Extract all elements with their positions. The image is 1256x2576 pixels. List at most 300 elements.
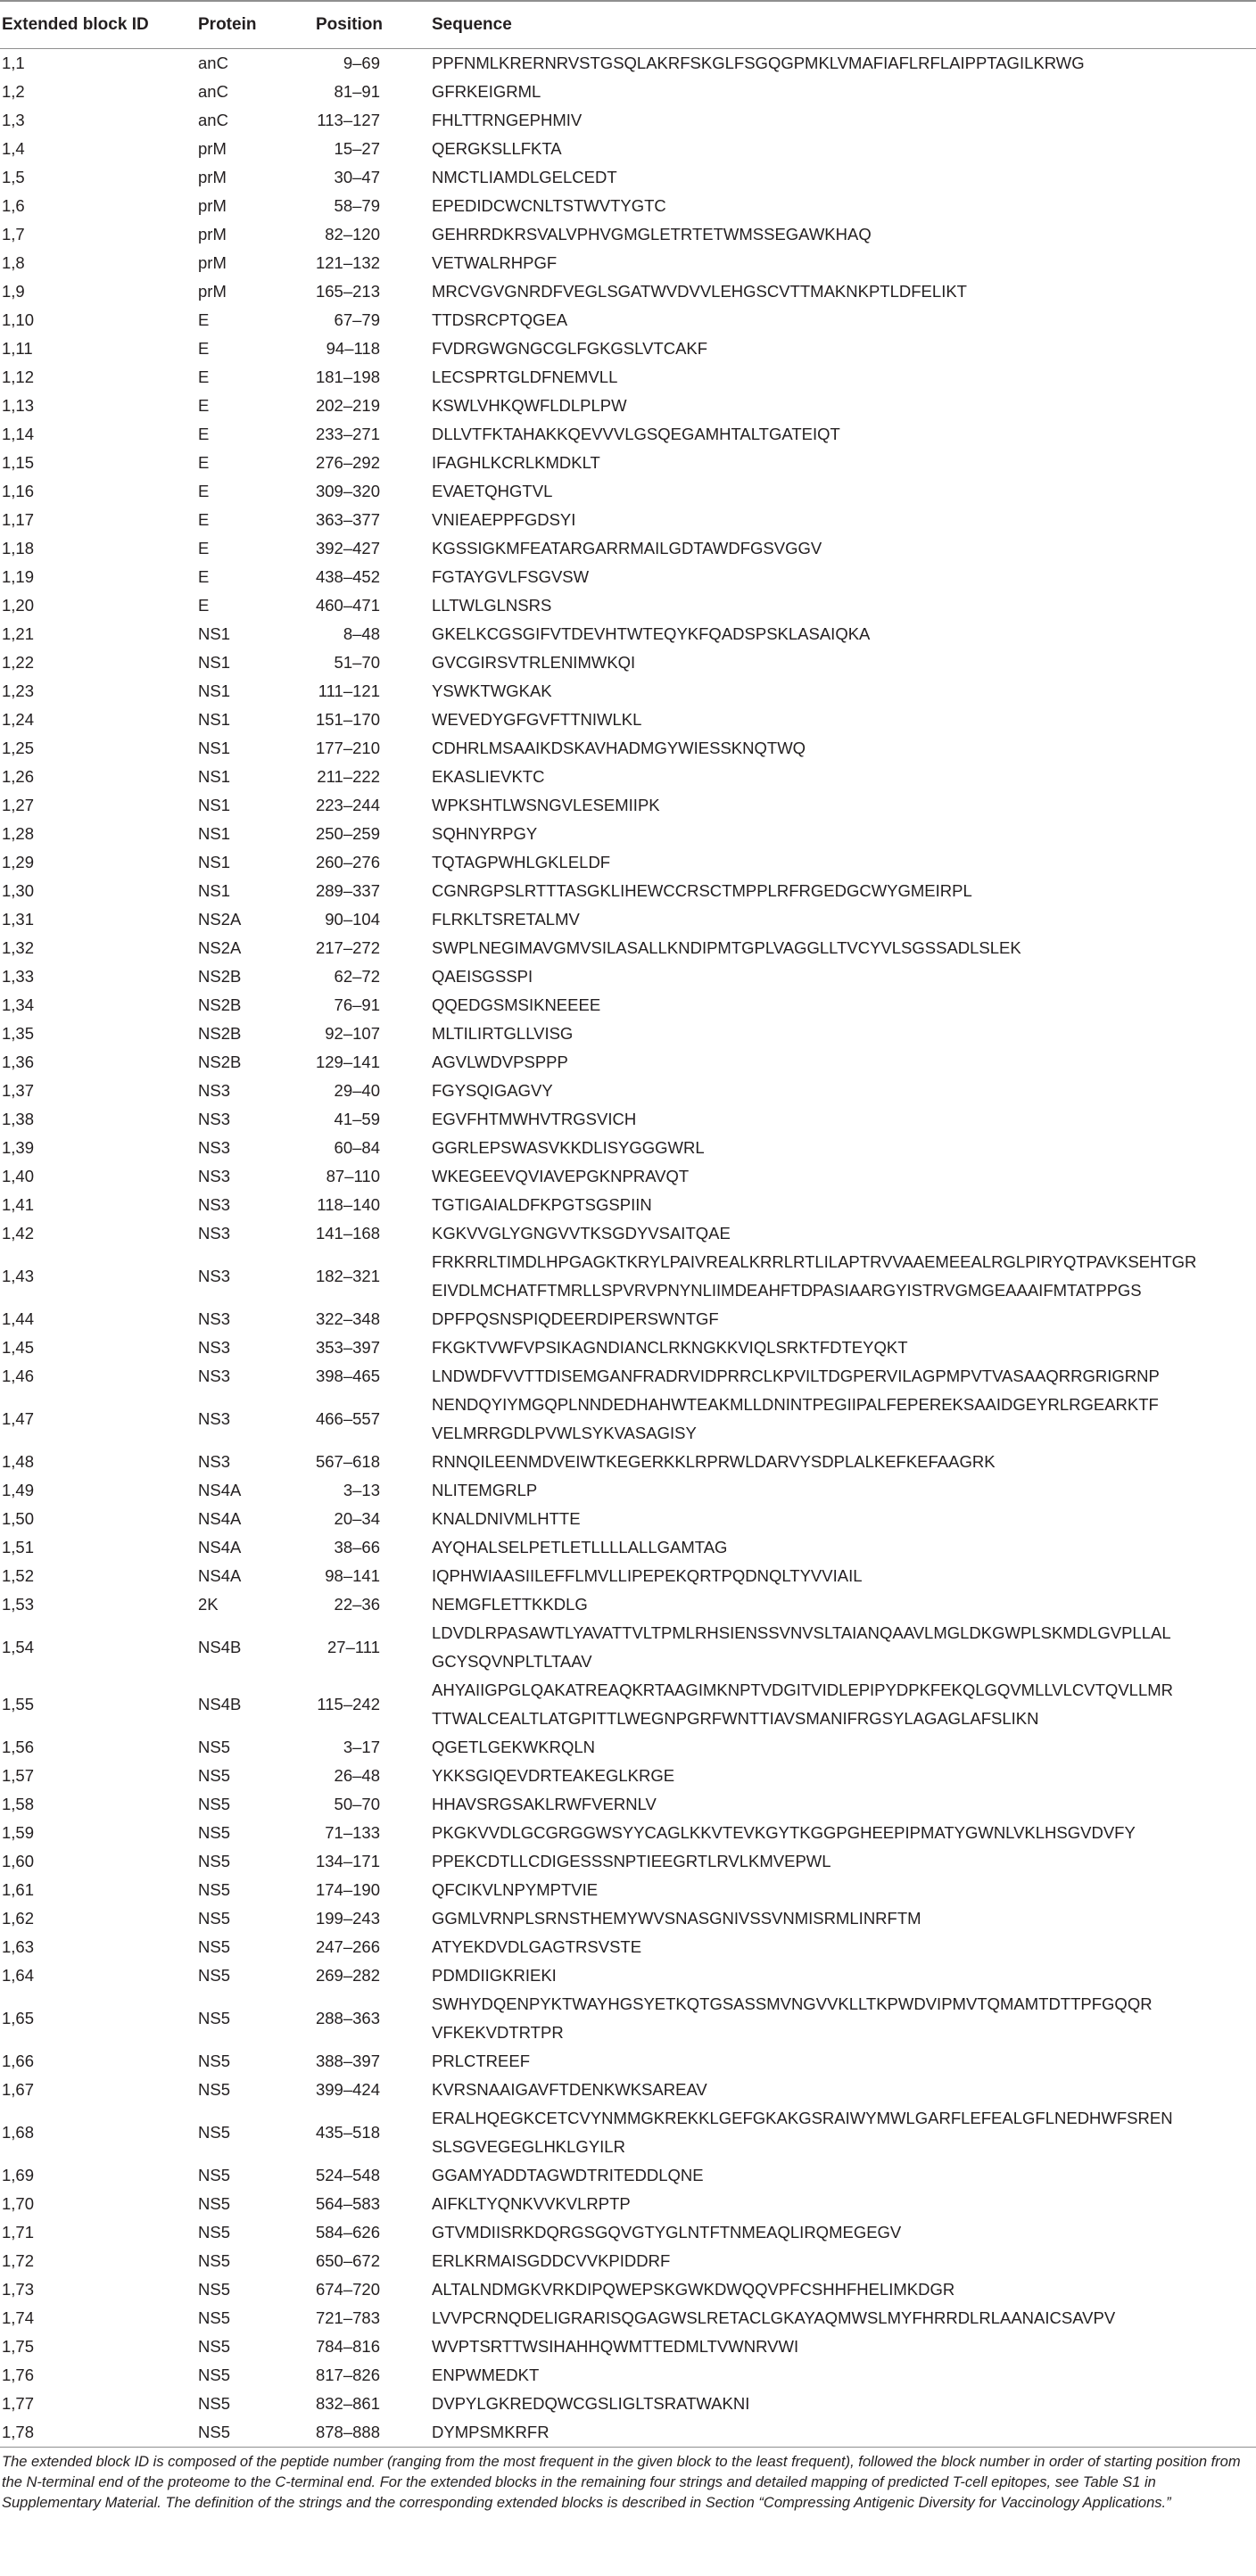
cell-protein: NS5 bbox=[198, 2394, 230, 2413]
table-row bbox=[0, 1048, 1256, 1077]
table-row bbox=[0, 1961, 1256, 1990]
cell-sequence: FVDRGWGNGCGLFGKGSLVTCAKF bbox=[432, 339, 708, 358]
cell-position: 129–141 bbox=[315, 1053, 380, 1071]
table-row bbox=[0, 1219, 1256, 1248]
cell-position: 181–198 bbox=[315, 367, 380, 386]
header-protein: Protein bbox=[198, 1, 296, 49]
table-row bbox=[0, 2104, 1256, 2161]
cell-block-id: 1,27 bbox=[2, 796, 35, 814]
cell-protein: NS3 bbox=[198, 1338, 230, 1357]
table-header-row bbox=[0, 1, 1256, 49]
table-row bbox=[0, 534, 1256, 563]
cell-protein: NS4B bbox=[198, 1638, 242, 1656]
cell-block-id: 1,6 bbox=[2, 196, 25, 215]
cell-sequence: QAEISGSSPI bbox=[432, 967, 533, 986]
table-row bbox=[0, 563, 1256, 591]
cell-position: 524–548 bbox=[315, 2166, 380, 2184]
cell-protein: NS5 bbox=[198, 1766, 230, 1785]
table-row bbox=[0, 1020, 1256, 1048]
cell-position: 269–282 bbox=[315, 1966, 380, 1985]
table-body bbox=[0, 49, 1256, 2448]
cell-block-id: 1,3 bbox=[2, 111, 25, 129]
cell-sequence: EVAETQHGTVL bbox=[432, 482, 553, 500]
cell-position: 118–140 bbox=[317, 1195, 380, 1214]
cell-protein: prM bbox=[198, 282, 227, 301]
table-row bbox=[0, 2418, 1256, 2448]
table-row bbox=[0, 1448, 1256, 1476]
cell-block-id: 1,12 bbox=[2, 367, 35, 386]
cell-protein: NS5 bbox=[198, 1880, 230, 1899]
table-row bbox=[0, 163, 1256, 192]
cell-protein: E bbox=[198, 596, 210, 615]
cell-protein: NS5 bbox=[198, 1852, 230, 1870]
cell-position: 276–292 bbox=[315, 453, 380, 472]
cell-protein: prM bbox=[198, 225, 227, 244]
cell-block-id: 1,57 bbox=[2, 1766, 35, 1785]
cell-block-id: 1,65 bbox=[2, 2009, 35, 2027]
cell-position: 27–111 bbox=[327, 1638, 380, 1656]
table-row bbox=[0, 2218, 1256, 2247]
cell-position: 250–259 bbox=[315, 824, 380, 843]
cell-protein: NS5 bbox=[198, 2251, 230, 2270]
cell-protein: NS3 bbox=[198, 1081, 230, 1100]
cell-position: 211–222 bbox=[317, 767, 380, 786]
cell-sequence: ERLKRMAISGDDCVVKPIDDRF bbox=[432, 2251, 671, 2270]
cell-sequence: FGYSQIGAGVY bbox=[432, 1081, 553, 1100]
cell-block-id: 1,53 bbox=[2, 1595, 35, 1614]
cell-block-id: 1,39 bbox=[2, 1138, 35, 1157]
cell-block-id: 1,45 bbox=[2, 1338, 35, 1357]
cell-sequence: TQTAGPWHLGKLELDF bbox=[432, 853, 611, 871]
table-row bbox=[0, 2332, 1256, 2361]
cell-position: 51–70 bbox=[334, 653, 380, 672]
table-row bbox=[0, 1590, 1256, 1619]
cell-block-id: 1,64 bbox=[2, 1966, 35, 1985]
cell-protein: anC bbox=[198, 54, 228, 72]
table-row bbox=[0, 1562, 1256, 1590]
cell-block-id: 1,47 bbox=[2, 1409, 35, 1428]
cell-position: 199–243 bbox=[315, 1909, 380, 1928]
cell-protein: NS1 bbox=[198, 681, 230, 700]
cell-sequence: DLLVTFKTAHAKKQEVVVLGSQEGAMHTALTGATEIQT bbox=[432, 425, 840, 443]
table-row bbox=[0, 2047, 1256, 2076]
cell-position: 115–242 bbox=[317, 1695, 380, 1713]
table-row bbox=[0, 1476, 1256, 1505]
cell-position: 134–171 bbox=[315, 1852, 380, 1870]
cell-position: 247–266 bbox=[315, 1937, 380, 1956]
cell-position: 399–424 bbox=[315, 2080, 380, 2099]
cell-position: 460–471 bbox=[315, 596, 380, 615]
cell-block-id: 1,32 bbox=[2, 938, 35, 957]
cell-position: 466–557 bbox=[315, 1409, 380, 1428]
cell-sequence: AIFKLTYQNKVVKVLRPTP bbox=[432, 2194, 631, 2213]
cell-position: 58–79 bbox=[334, 196, 380, 215]
cell-sequence: FGTAYGVLFSGVSW bbox=[432, 567, 590, 586]
cell-sequence: FKGKTVWFVPSIKAGNDIANCLRKNGKKVIQLSRKTFDTEYQKT bbox=[432, 1338, 908, 1357]
cell-position: 113–127 bbox=[317, 111, 380, 129]
cell-protein: NS3 bbox=[198, 1452, 230, 1471]
cell-position: 177–210 bbox=[315, 739, 380, 757]
table-row bbox=[0, 1790, 1256, 1819]
cell-block-id: 1,23 bbox=[2, 681, 35, 700]
cell-position: 60–84 bbox=[334, 1138, 380, 1157]
cell-block-id: 1,20 bbox=[2, 596, 35, 615]
cell-sequence: PKGKVVDLGCGRGGWSYYCAGLKKVTEVKGYTKGGPGHEEPIPMATYGWNLVKLHSGVDVFY bbox=[432, 1823, 1136, 1842]
cell-block-id: 1,10 bbox=[2, 310, 35, 329]
table-row bbox=[0, 962, 1256, 991]
cell-position: 92–107 bbox=[325, 1024, 380, 1043]
cell-block-id: 1,75 bbox=[2, 2337, 35, 2356]
table-row bbox=[0, 1762, 1256, 1790]
cell-sequence: IFAGHLKCRLKMDKLT bbox=[432, 453, 600, 472]
table-row bbox=[0, 2361, 1256, 2390]
cell-position: 260–276 bbox=[315, 853, 380, 871]
cell-block-id: 1,54 bbox=[2, 1638, 35, 1656]
cell-protein: NS5 bbox=[198, 2223, 230, 2242]
cell-sequence: SQHNYRPGY bbox=[432, 824, 538, 843]
cell-position: 233–271 bbox=[315, 425, 380, 443]
cell-protein: E bbox=[198, 567, 210, 586]
cell-protein: NS5 bbox=[198, 2418, 296, 2448]
cell-block-id: 1,44 bbox=[2, 1309, 35, 1328]
cell-sequence: PRLCTREEF bbox=[432, 2052, 530, 2070]
cell-sequence: FHLTTRNGEPHMIV bbox=[432, 111, 583, 129]
cell-sequence: GEHRRDKRSVALVPHVGMGLETRTETWMSSEGAWKHAQ bbox=[432, 225, 872, 244]
cell-position: 289–337 bbox=[315, 881, 380, 900]
cell-position: 435–518 bbox=[315, 2123, 380, 2142]
cell-sequence: DVPYLGKREDQWCGSLIGLTSRATWAKNI bbox=[432, 2394, 750, 2413]
cell-position: 15–27 bbox=[334, 139, 380, 158]
cell-block-id: 1,26 bbox=[2, 767, 35, 786]
table-row bbox=[0, 934, 1256, 962]
cell-protein: NS3 bbox=[198, 1366, 230, 1385]
table-row bbox=[0, 1733, 1256, 1762]
cell-block-id: 1,1 bbox=[2, 54, 25, 72]
table-row bbox=[0, 877, 1256, 905]
cell-protein: NS1 bbox=[198, 710, 230, 729]
cell-block-id: 1,36 bbox=[2, 1053, 35, 1071]
cell-position: 41–59 bbox=[334, 1110, 380, 1128]
cell-block-id: 1,7 bbox=[2, 225, 25, 244]
cell-position: 94–118 bbox=[326, 339, 380, 358]
cell-sequence: PPFNMLKRERNRVSTGSQLAKRFSKGLFSGQGPMKLVMAFIAFLRFLAIPPTAGILKRWG bbox=[432, 54, 1085, 72]
cell-protein: NS5 bbox=[198, 1738, 230, 1756]
cell-block-id: 1,41 bbox=[2, 1195, 35, 1214]
table-row bbox=[0, 763, 1256, 791]
cell-protein: E bbox=[198, 510, 210, 529]
cell-block-id: 1,72 bbox=[2, 2251, 35, 2270]
cell-protein: E bbox=[198, 539, 210, 557]
cell-block-id: 1,18 bbox=[2, 539, 35, 557]
cell-protein: NS2B bbox=[198, 1024, 242, 1043]
table-row bbox=[0, 1819, 1256, 1847]
cell-sequence: TGTIGAIALDFKPGTSGSPIIN bbox=[432, 1195, 652, 1214]
table-row bbox=[0, 1876, 1256, 1904]
table-row bbox=[0, 249, 1256, 277]
cell-sequence: GGAMYADDTAGWDTRITEDDLQNE bbox=[432, 2166, 704, 2184]
table-row bbox=[0, 591, 1256, 620]
cell-position: 784–816 bbox=[315, 2337, 380, 2356]
cell-block-id: 1,73 bbox=[2, 2280, 35, 2299]
cell-block-id: 1,70 bbox=[2, 2194, 35, 2213]
cell-block-id: 1,37 bbox=[2, 1081, 35, 1100]
cell-sequence: GKELKCGSGIFVTDEVHTWTEQYKFQADSPSKLASAIQKA bbox=[432, 624, 871, 643]
table-row bbox=[0, 2161, 1256, 2190]
table-row bbox=[0, 135, 1256, 163]
table-row bbox=[0, 734, 1256, 763]
cell-protein: NS2B bbox=[198, 1053, 242, 1071]
cell-sequence: EKASLIEVKTC bbox=[432, 767, 545, 786]
cell-protein: NS3 bbox=[198, 1409, 230, 1428]
cell-protein: NS3 bbox=[198, 1138, 230, 1157]
table-row bbox=[0, 192, 1256, 220]
cell-sequence: GFRKEIGRML bbox=[432, 82, 541, 101]
cell-block-id: 1,78 bbox=[0, 2418, 198, 2448]
cell-protein: prM bbox=[198, 139, 227, 158]
cell-block-id: 1,19 bbox=[2, 567, 35, 586]
cell-sequence: ERALHQEGKCETCVYNMMGKREKKLGEFGKAKGSRAIWYMWLGARFLEFEALGFLNEDHWFSREN SLSGVEGEGLHKLGYILR bbox=[432, 2109, 1173, 2156]
cell-sequence: QGETLGEKWKRQLN bbox=[432, 1738, 595, 1756]
table-row bbox=[0, 2304, 1256, 2332]
cell-position: 674–720 bbox=[315, 2280, 380, 2299]
table-row bbox=[0, 648, 1256, 677]
cell-position: 721–783 bbox=[315, 2308, 380, 2327]
cell-block-id: 1,42 bbox=[2, 1224, 35, 1243]
table-row bbox=[0, 78, 1256, 106]
cell-protein: NS5 bbox=[198, 2009, 230, 2027]
cell-protein: prM bbox=[198, 168, 227, 186]
cell-block-id: 1,49 bbox=[2, 1481, 35, 1499]
cell-sequence: WVPTSRTTWSIHAHHQWMTTEDMLTVWNRVWI bbox=[432, 2337, 799, 2356]
table-row bbox=[0, 392, 1256, 420]
cell-sequence: PDMDIIGKRIEKI bbox=[432, 1966, 557, 1985]
cell-position: 90–104 bbox=[325, 910, 380, 929]
cell-protein: NS3 bbox=[198, 1267, 230, 1285]
cell-protein: NS5 bbox=[198, 2308, 230, 2327]
table-row bbox=[0, 1904, 1256, 1933]
header-sequence: Sequence bbox=[432, 1, 1256, 49]
table-row bbox=[0, 791, 1256, 820]
cell-sequence: MLTILIRTGLLVISG bbox=[432, 1024, 574, 1043]
cell-protein: NS5 bbox=[198, 2365, 230, 2384]
cell-sequence: KGSSIGKMFEATARGARRMAILGDTAWDFGSVGGV bbox=[432, 539, 822, 557]
cell-position: 832–861 bbox=[315, 2394, 380, 2413]
cell-sequence: CDHRLMSAAIKDSKAVHADMGYWIESSKNQTWQ bbox=[432, 739, 806, 757]
cell-position: 22–36 bbox=[334, 1595, 380, 1614]
cell-block-id: 1,43 bbox=[2, 1267, 35, 1285]
cell-block-id: 1,60 bbox=[2, 1852, 35, 1870]
cell-block-id: 1,74 bbox=[2, 2308, 35, 2327]
cell-block-id: 1,4 bbox=[2, 139, 25, 158]
cell-block-id: 1,48 bbox=[2, 1452, 35, 1471]
cell-protein: NS5 bbox=[198, 2337, 230, 2356]
cell-sequence: ALTALNDMGKVRKDIPQWEPSKGWKDWQQVPFCSHHFHELIMKDGR bbox=[432, 2280, 955, 2299]
cell-position: 388–397 bbox=[315, 2052, 380, 2070]
cell-sequence: PPEKCDTLLCDIGESSSNPTIEEGRTLRVLKMVEPWL bbox=[432, 1852, 831, 1870]
cell-position: 438–452 bbox=[315, 567, 380, 586]
header-extended-block-id: Extended block ID bbox=[0, 1, 198, 49]
cell-block-id: 1,46 bbox=[2, 1366, 35, 1385]
table-row bbox=[0, 1619, 1256, 1676]
cell-protein: E bbox=[198, 310, 210, 329]
cell-block-id: 1,67 bbox=[2, 2080, 35, 2099]
cell-position: 567–618 bbox=[315, 1452, 380, 1471]
cell-protein: NS2A bbox=[198, 910, 242, 929]
table-row bbox=[0, 1077, 1256, 1105]
cell-block-id: 1,40 bbox=[2, 1167, 35, 1185]
cell-sequence: LLTWLGLNSRS bbox=[432, 596, 552, 615]
cell-sequence: ATYEKDVDLGAGTRSVSTE bbox=[432, 1937, 642, 1956]
cell-block-id: 1,52 bbox=[2, 1566, 35, 1585]
cell-position: 87–110 bbox=[326, 1167, 380, 1185]
cell-protein: NS2A bbox=[198, 938, 242, 957]
cell-block-id: 1,15 bbox=[2, 453, 35, 472]
cell-position: 564–583 bbox=[315, 2194, 380, 2213]
cell-block-id: 1,16 bbox=[2, 482, 35, 500]
cell-block-id: 1,2 bbox=[2, 82, 25, 101]
cell-position: 20–34 bbox=[334, 1509, 380, 1528]
cell-sequence: AYQHALSELPETLETLLLLALLGAMTAG bbox=[432, 1538, 728, 1556]
table-row bbox=[0, 1305, 1256, 1333]
table-row bbox=[0, 420, 1256, 449]
cell-sequence: WPKSHTLWSNGVLESEMIIPK bbox=[432, 796, 660, 814]
table-row bbox=[0, 1847, 1256, 1876]
cell-position: 584–626 bbox=[315, 2223, 380, 2242]
cell-position: 38–66 bbox=[334, 1538, 380, 1556]
cell-protein: NS1 bbox=[198, 796, 230, 814]
cell-protein: NS4B bbox=[198, 1695, 242, 1713]
cell-protein: NS2B bbox=[198, 967, 242, 986]
cell-position: 81–91 bbox=[334, 82, 380, 101]
cell-block-id: 1,56 bbox=[2, 1738, 35, 1756]
table-row bbox=[0, 677, 1256, 706]
cell-sequence: DYMPSMKRFR bbox=[432, 2418, 1256, 2448]
cell-block-id: 1,63 bbox=[2, 1937, 35, 1956]
cell-sequence: GGMLVRNPLSRNSTHEMYWVSNASGNIVSSVNMISRMLINRFTM bbox=[432, 1909, 921, 1928]
table-row bbox=[0, 477, 1256, 506]
cell-sequence: CGNRGPSLRTTTASGKLIHEWCCRSCTMPPLRFRGEDGCWYGMEIRPL bbox=[432, 881, 972, 900]
cell-sequence: MRCVGVGNRDFVEGLSGATWVDVVLEHGSCVTTMAKNKPTLDFELIKT bbox=[432, 282, 967, 301]
cell-protein: NS4A bbox=[198, 1566, 242, 1585]
table-row bbox=[0, 1362, 1256, 1391]
cell-sequence: LDVDLRPASAWTLYAVATTVLTPMLRHSIENSSVNVSLTAIANQAAVLMGLDKGWPLSKMDLGVPLLAL GCYSQVNPLTLTAAV bbox=[432, 1623, 1170, 1671]
table-row bbox=[0, 1248, 1256, 1305]
cell-protein: NS1 bbox=[198, 853, 230, 871]
cell-sequence: DPFPQSNSPIQDEERDIPERSWNTGF bbox=[432, 1309, 719, 1328]
table-row bbox=[0, 1162, 1256, 1191]
cell-protein: NS5 bbox=[198, 1823, 230, 1842]
table-row bbox=[0, 2190, 1256, 2218]
cell-sequence: LVVPCRNQDELIGRARISQGAGWSLRETACLGKAYAQMWSLMYFHRRDLRLAANAICSAVPV bbox=[432, 2308, 1116, 2327]
cell-position: 62–72 bbox=[334, 967, 380, 986]
cell-sequence: LNDWDFVVTTDISEMGANFRADRVIDPRRCLKPVILTDGPERVILAGPMPVTVASAAQRRGRIGRNP bbox=[432, 1366, 1160, 1385]
cell-position: 29–40 bbox=[334, 1081, 380, 1100]
cell-protein: NS1 bbox=[198, 767, 230, 786]
cell-sequence: QERGKSLLFKTA bbox=[432, 139, 562, 158]
cell-position: 50–70 bbox=[334, 1795, 380, 1813]
table-footnote: The extended block ID is composed of the peptide number (ranging from the most frequent in the given block to the least frequent), followed the block number in order of starting position from the N-terminal end of the proteome to the C-terminal end. For the extended blocks in the remaining four strings and detailed mapping of predicted T-cell epitopes, see Table S1 in Supplementary Material. The definition of the strings and the corresponding extended blocks is described in Section “Compressing Antigenic Diversity for Vaccinology Applications.” bbox=[2, 2453, 1241, 2511]
cell-protein: NS5 bbox=[198, 2123, 230, 2142]
cell-protein: NS1 bbox=[198, 624, 230, 643]
cell-position: 76–91 bbox=[334, 995, 380, 1014]
cell-protein: E bbox=[198, 396, 210, 415]
cell-position: 165–213 bbox=[315, 282, 380, 301]
cell-block-id: 1,14 bbox=[2, 425, 35, 443]
cell-protein: NS2B bbox=[198, 995, 242, 1014]
cell-sequence: GTVMDIISRKDQRGSGQVGTYGLNTFTNMEAQLIRQMEGEGV bbox=[432, 2223, 902, 2242]
cell-position: 26–48 bbox=[334, 1766, 380, 1785]
cell-protein: 2K bbox=[198, 1595, 219, 1614]
cell-sequence: EPEDIDCWCNLTSTWVTYGTC bbox=[432, 196, 666, 215]
cell-protein: NS4A bbox=[198, 1509, 242, 1528]
cell-sequence: KVRSNAAIGAVFTDENKWKSAREAV bbox=[432, 2080, 707, 2099]
cell-position: 30–47 bbox=[334, 168, 380, 186]
cell-sequence: NEMGFLETTKKDLG bbox=[432, 1595, 588, 1614]
cell-sequence: YSWKTWGKAK bbox=[432, 681, 552, 700]
cell-position: 82–120 bbox=[325, 225, 380, 244]
cell-block-id: 1,31 bbox=[2, 910, 35, 929]
table-row bbox=[0, 1191, 1256, 1219]
cell-protein: E bbox=[198, 339, 210, 358]
cell-block-id: 1,28 bbox=[2, 824, 35, 843]
cell-position: 121–132 bbox=[315, 253, 380, 272]
cell-position: 8–48 bbox=[343, 624, 380, 643]
cell-block-id: 1,24 bbox=[2, 710, 35, 729]
cell-block-id: 1,35 bbox=[2, 1024, 35, 1043]
table-row bbox=[0, 1676, 1256, 1733]
table-row bbox=[0, 1505, 1256, 1533]
table-row bbox=[0, 1105, 1256, 1134]
cell-sequence: VETWALRHPGF bbox=[432, 253, 558, 272]
cell-block-id: 1,76 bbox=[2, 2365, 35, 2384]
cell-position: 650–672 bbox=[315, 2251, 380, 2270]
cell-protein: prM bbox=[198, 196, 227, 215]
cell-sequence: KSWLVHKQWFLDLPLPW bbox=[432, 396, 627, 415]
table-row bbox=[0, 820, 1256, 848]
cell-protein: NS3 bbox=[198, 1195, 230, 1214]
cell-sequence: AHYAIIGPGLQAKATREAQKRTAAGIMKNPTVDGITVIDLEPIPYDPKFEKQLGQVMLLVLCVTQVLLMR TTWALCEALTLATGPITTLWEGNPGRFWNTTIAVSMANIFRGSYLAGAGLAFSLIKN bbox=[432, 1680, 1174, 1728]
cell-protein: NS5 bbox=[198, 2194, 230, 2213]
cell-block-id: 1,25 bbox=[2, 739, 35, 757]
cell-block-id: 1,58 bbox=[2, 1795, 35, 1813]
cell-sequence: NMCTLIAMDLGELCEDT bbox=[432, 168, 617, 186]
cell-protein: NS5 bbox=[198, 2166, 230, 2184]
cell-protein: NS1 bbox=[198, 881, 230, 900]
cell-block-id: 1,22 bbox=[2, 653, 35, 672]
cell-protein: NS4A bbox=[198, 1538, 242, 1556]
cell-position: 9–69 bbox=[343, 54, 380, 72]
cell-block-id: 1,9 bbox=[2, 282, 25, 301]
cell-sequence: RNNQILEENMDVEIWTKEGERKKLRPRWLDARVYSDPLALKEFKEFAAGRK bbox=[432, 1452, 996, 1471]
cell-sequence: SWPLNEGIMAVGMVSILASALLKNDIPMTGPLVAGGLLTVCYVLSGSSADLSLEK bbox=[432, 938, 1021, 957]
table-row bbox=[0, 848, 1256, 877]
cell-protein: NS5 bbox=[198, 2052, 230, 2070]
cell-protein: E bbox=[198, 425, 210, 443]
cell-block-id: 1,66 bbox=[2, 2052, 35, 2070]
cell-protein: NS5 bbox=[198, 1966, 230, 1985]
cell-sequence: EGVFHTMWHVTRGSVICH bbox=[432, 1110, 637, 1128]
table-row bbox=[0, 1333, 1256, 1362]
cell-sequence: ENPWMEDKT bbox=[432, 2365, 540, 2384]
cell-protein: NS3 bbox=[198, 1309, 230, 1328]
cell-position: 111–121 bbox=[318, 681, 380, 700]
cell-sequence: QFCIKVLNPYMPTVIE bbox=[432, 1880, 599, 1899]
cell-block-id: 1,59 bbox=[2, 1823, 35, 1842]
cell-block-id: 1,62 bbox=[2, 1909, 35, 1928]
table-row bbox=[0, 706, 1256, 734]
cell-block-id: 1,71 bbox=[2, 2223, 35, 2242]
cell-block-id: 1,34 bbox=[2, 995, 35, 1014]
